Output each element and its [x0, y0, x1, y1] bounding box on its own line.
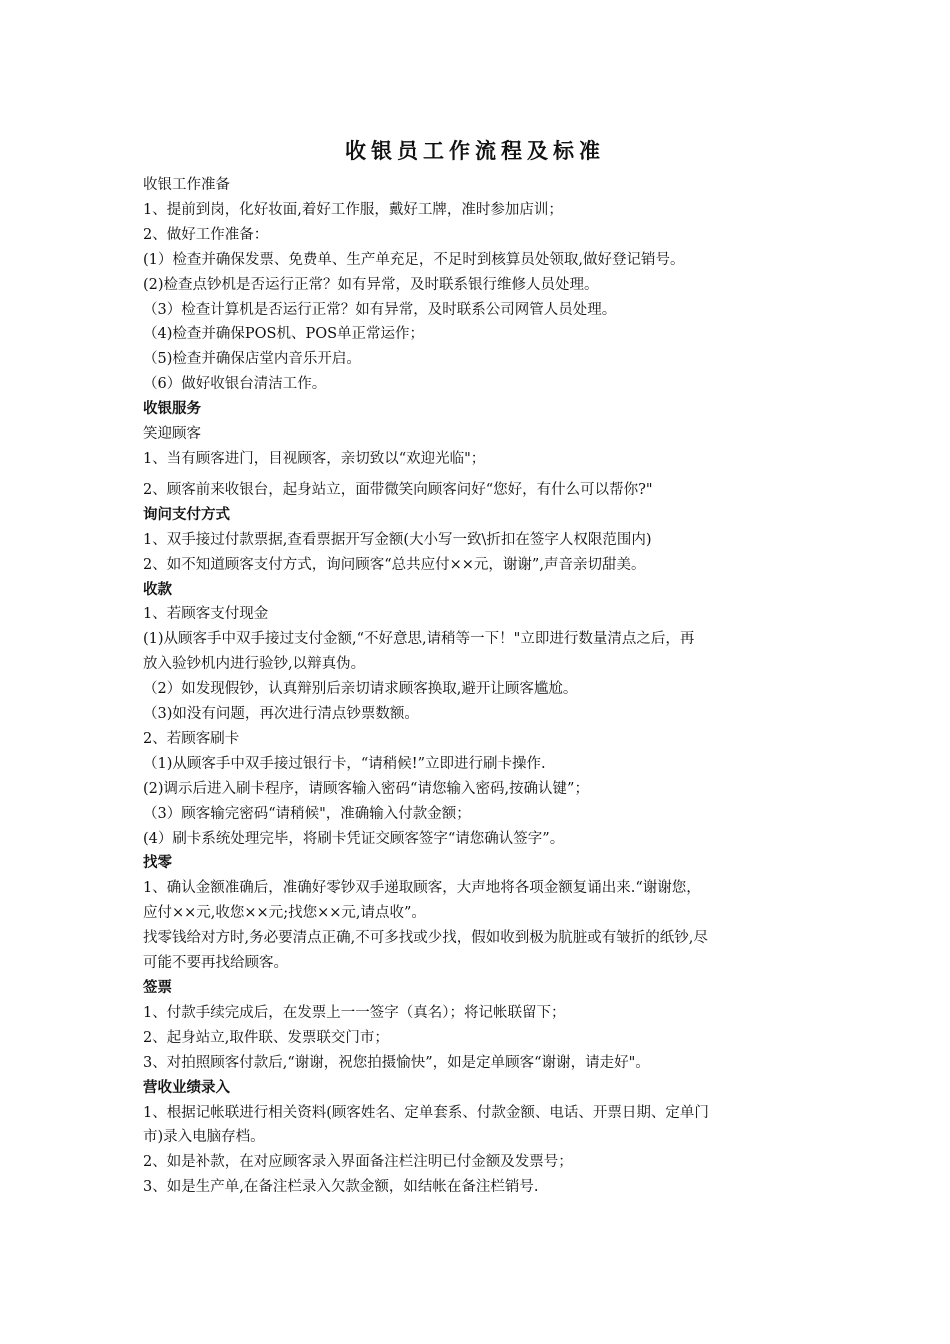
text-line: 2、如是补款，在对应顾客录入界面备注栏注明已付金额及发票号；: [143, 1154, 573, 1171]
text-line: 3、对拍照顾客付款后,“谢谢，祝您拍摄愉快”，如是定单顾客“谢谢，请走好"。: [143, 1054, 650, 1071]
text-line: 1、根据记帐联进行相关资料(顾客姓名、定单套系、付款金额、电话、开票日期、定单门: [143, 1104, 709, 1121]
text-line: （5)检查并确保店堂内音乐开启。: [143, 351, 361, 368]
text-line: 应付××元,收您××元;找您××元,请点收”。: [143, 905, 426, 922]
text-line: 2、若顾客刷卡: [143, 730, 240, 747]
section-heading: 询问支付方式: [143, 506, 230, 523]
text-line: 放入验钞机内进行验钞,以辩真伪。: [143, 656, 366, 673]
text-line: 2、顾客前来收银台，起身站立，面带微笑向顾客问好“您好，有什么可以帮你?": [143, 481, 653, 498]
text-line: （4)检查并确保POS机、POS单正常运作；: [143, 326, 425, 343]
text-line: 1、确认金额准确后，准确好零钞双手递取顾客，大声地将各项金额复诵出来.“谢谢您，: [143, 880, 701, 897]
section-heading: 收款: [143, 581, 172, 598]
section-heading: 营收业绩录入: [143, 1079, 230, 1096]
document-body: [143, 173, 823, 1200]
text-line: 3、如是生产单,在备注栏录入欠款金额，如结帐在备注栏销号.: [143, 1179, 539, 1196]
text-line: 市)录入电脑存档。: [143, 1129, 265, 1146]
text-line: 2、如不知道顾客支付方式，询问顾客“总共应付××元，谢谢”,声音亲切甜美。: [143, 556, 646, 573]
text-line: （3）顾客输完密码“请稍候"，准确输入付款金额；: [143, 805, 471, 822]
text-line: 1、当有顾客进门，目视顾客，亲切致以“欢迎光临"；: [143, 450, 486, 467]
section-heading: 签票: [143, 980, 172, 996]
text-line: (2)调示后进入刷卡程序，请顾客输入密码“请您输入密码,按确认键”；: [143, 780, 589, 797]
text-line: 1、提前到岗，化好妆面,着好工作服，戴好工牌，准时参加店训；: [143, 201, 563, 218]
text-line: （1)从顾客手中双手接过银行卡，“请稍候!”立即进行刷卡操作.: [143, 755, 546, 772]
document-title: 收银员工作流程及标准: [345, 138, 605, 163]
text-line: 笑迎顾客: [143, 426, 201, 443]
section-heading: 找零: [143, 855, 172, 872]
text-line: (4）刷卡系统处理完毕，将刷卡凭证交顾客签字“请您确认签字”。: [143, 830, 565, 847]
text-line: （3)如没有问题，再次进行清点钞票数额。: [143, 706, 419, 723]
section-heading: 收银服务: [143, 401, 201, 418]
text-line: 1、付款手续完成后，在发票上一一签字（真名）；将记帐联留下；: [143, 1004, 566, 1021]
text-line: 1、双手接过付款票据,查看票据开写金额(大小写一致\折扣在签字人权限范围内): [143, 531, 652, 548]
text-line: 1、若顾客支付现金: [143, 606, 269, 623]
text-line: (2)检查点钞机是否运行正常？如有异常，及时联系银行维修人员处理。: [143, 276, 599, 293]
text-line: 收银工作准备: [143, 177, 230, 193]
text-line: 2、做好工作准备：: [143, 226, 269, 243]
text-line: 找零钱给对方时,务必要清点正确,不可多找或少找，假如收到极为肮脏或有皱折的纸钞,尽: [143, 930, 708, 947]
text-line: (1）检查并确保发票、免费单、生产单充足，不足时到核算员处领取,做好登记销号。: [143, 251, 685, 268]
text-line: 2、起身站立,取件联、发票联交门市；: [143, 1029, 389, 1046]
text-line: （3）检查计算机是否运行正常？如有异常，及时联系公司网管人员处理。: [143, 301, 617, 318]
text-line: 可能不要再找给顾客。: [143, 955, 288, 972]
text-line: (1)从顾客手中双手接过支付金额,“不好意思,请稍等一下！"立即进行数量清点之后，再: [143, 631, 695, 648]
text-line: （6）做好收银台清洁工作。: [143, 376, 327, 393]
text-line: （2）如发现假钞，认真辩别后亲切请求顾客换取,避开让顾客尴尬。: [143, 681, 578, 698]
